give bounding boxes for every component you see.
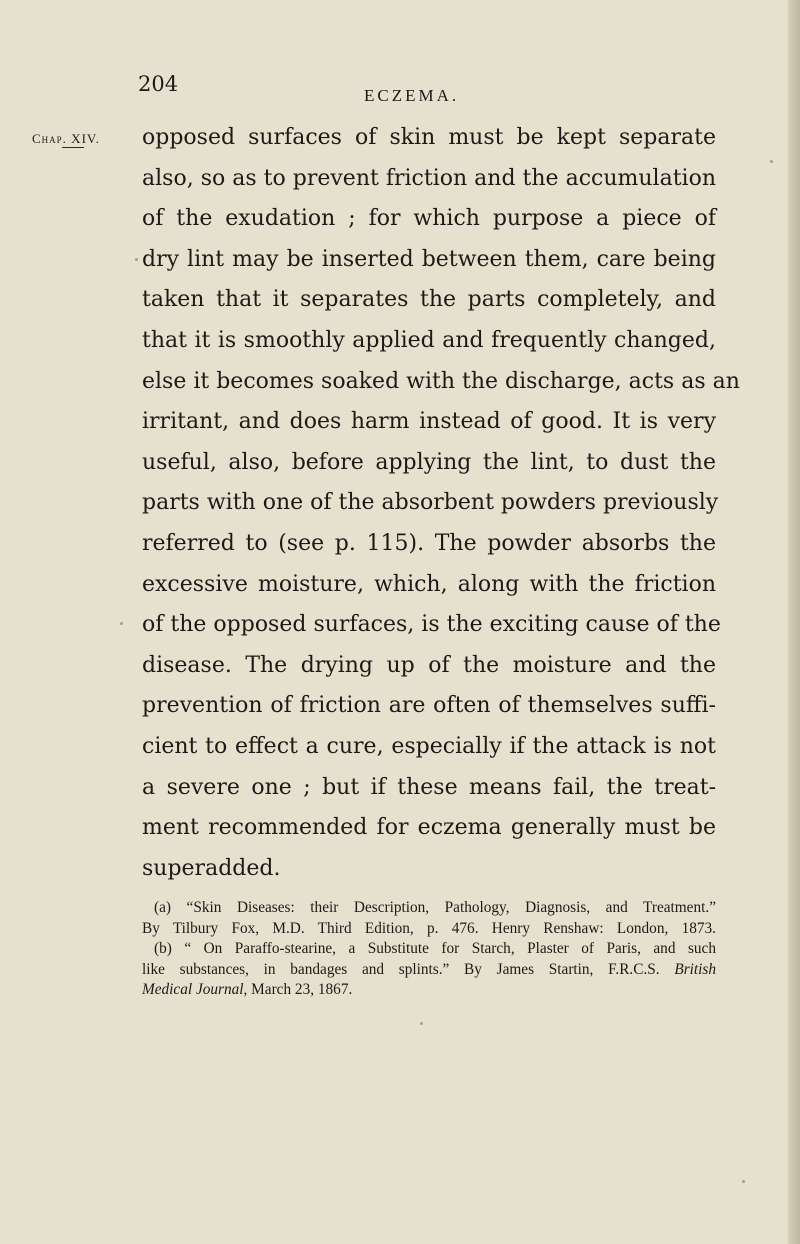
body-line: useful, also, before applying the lint, to dust the: [142, 449, 716, 475]
footnote-b-line: (b) “ On Paraffo-stearine, a Substitute for Starch, Plaster of Paris, and such: [154, 940, 716, 957]
body-line: taken that it separates the parts completely, and: [142, 287, 716, 313]
body-line: also, so as to prevent friction and the accumulation: [142, 165, 716, 191]
body-line: irritant, and does harm instead of good. It is very: [142, 409, 716, 435]
paper-speck: [420, 1022, 423, 1025]
body-line: cient to effect a cure, especially if the attack is not: [142, 733, 716, 759]
paper-speck: [135, 258, 138, 261]
body-line: opposed surfaces of skin must be kept separate: [142, 125, 716, 150]
chapter-underline: [62, 147, 84, 148]
running-title: ECZEMA.: [364, 86, 460, 105]
body-line: else it becomes soaked with the discharge, acts as an: [142, 368, 740, 394]
footnote-a-line: (a) “Skin Diseases: their Description, Pathology, Diagnosis, and Treatment.”: [154, 899, 716, 916]
body-line: of the opposed surfaces, is the exciting cause of the: [142, 612, 721, 638]
footnote-b-line: [142, 960, 716, 981]
body-text: [142, 118, 740, 889]
body-line: a severe one ; but if these means fail, the treat-: [142, 774, 716, 800]
body-line: excessive moisture, which, along with the friction: [142, 571, 716, 597]
footnote-b-journal: British: [674, 960, 716, 978]
footnote-a-line: By Tilbury Fox, M.D. Third Edition, p. 476. Henry Renshaw: London, 1873.: [142, 919, 716, 937]
footnote-b-text: like substances, in bandages and splints.” By James Startin, F.R.C.S.: [142, 960, 675, 978]
body-line: ment recommended for eczema generally must be: [142, 815, 716, 841]
body-line: of the exudation ; for which purpose a piece of: [142, 206, 716, 232]
body-line: referred to (see p. 115). The powder absorbs the: [142, 530, 716, 556]
body-line: parts with one of the absorbent powders previously: [142, 490, 719, 516]
footnote-b-line: [142, 980, 716, 1001]
paper-speck: [120, 622, 123, 625]
body-line: dry lint may be inserted between them, care being: [142, 246, 716, 272]
footnotes: [142, 898, 716, 1001]
page-number: 204: [138, 72, 179, 96]
body-line: disease. The drying up of the moisture and the: [142, 652, 716, 678]
body-line: superadded.: [142, 855, 281, 881]
body-line: that it is smoothly applied and frequently changed,: [142, 327, 716, 353]
page-edge: [788, 0, 800, 1244]
paper-speck: [742, 1180, 745, 1183]
paper-speck: [770, 160, 773, 163]
footnote-b-text: , March 23, 1867.: [243, 981, 353, 998]
footnote-b-journal: Medical Journal: [142, 981, 244, 998]
body-line: prevention of friction are often of themselves suffi-: [142, 693, 716, 719]
chapter-label: Chap. XIV.: [32, 131, 100, 146]
